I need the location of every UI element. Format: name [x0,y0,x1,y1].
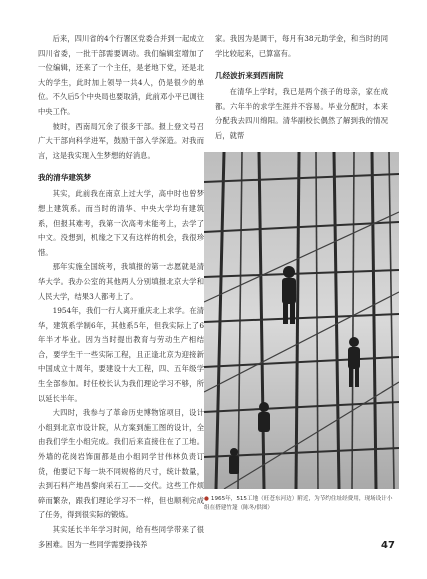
section-heading: 我的清华建筑梦 [38,173,92,183]
paragraph: 其实延长半年学习时间，给有些同学带来了很多困难。因为一些同学需要挣钱养 [38,525,204,549]
scaffolding-photo-image [204,152,399,489]
historical-photo [204,152,399,489]
left-column [38,32,204,552]
paragraph: 彼时，西南局冗余了很多干部。报上登文号召广大干部向科学进军，鼓励干部入学深造。对我而言，这是我实现入生梦想的好消息。 [38,121,204,160]
paragraph: 那年实施全国统考，我填报的第一志愿就是清华大学。我办公室的其他两人分别填报北京大学和人民大学，结果3人都考上了。 [38,262,204,301]
paragraph: 大四时，我参与了革命历史博物馆项目，设计小组到北京市设计院，从方案到施工图的设计，全由我们学生小组完成。我们后来直接住在了工地。外墙的花岗岩饰面都是由小组同学甘伟林负责订货，他要记下每一块不同规格的尺寸，统计数量，去到石料产地昌黎向采石工——交代。这些工作烦碎而繁杂，跟我们理论学习不一样，但也顺利完成了任务，得到很实际的锻炼。 [38,408,204,520]
caption-bullet-icon: ● [204,496,209,502]
photo-caption [204,495,394,513]
caption-text: 1965年，515工地（旺苍东河边）附近，为节约住址经费用，现场设计小组在搭建竹篷（陈冬/供图） [204,496,393,511]
paragraph-continued: 家。我因为是调干，每月有38元助学金，和当时的同学比较起来，已算富有。 [215,34,388,58]
page-number: 47 [381,540,395,551]
section-heading: 几经波折来到西南院 [215,71,284,81]
paragraph: 在清华上学时，我已是两个孩子的母亲，家在成都。六年半的求学生涯并不容易。毕业分配时，本来分配我去四川绵阳。清华副校长偶然了解到我的情况后，就帮 [215,87,388,140]
paragraph: 后来，四川省的4个行署区党委合并到一起成立四川省委，一批干部需要调动。我们编辑室增加了一位编辑，还来了一个主任，是老地下党，还是北大的学生，此时加上领导一共4人，仍是很少的单位。不久后5个中央局也要取消，此前邓小平已调往中央工作。 [38,34,204,116]
paragraph: 其实，此前我在南京上过大学，高中时也曾梦想上建筑系。而当时的清华、中央大学均有建筑系，但报其难考，我第一次高考未能考上，去学了中文。没想到，机缘之下又有这样的机会，我很珍惜。 [38,189,204,257]
paragraph: 1954年，我们一行人离开重庆北上求学。在清华，建筑系学制6年，其他系5年，但我实际上了6年半才毕业。因为当时提出教育与劳动生产相结合，要学生干一些实际工程，且正逢北京为迎接新中国成立十周年，要建设十大工程，四、五年级学生全部参加。时任校长认为我们理论学习不够，所以延长半年。 [38,306,204,403]
right-column [215,32,388,144]
